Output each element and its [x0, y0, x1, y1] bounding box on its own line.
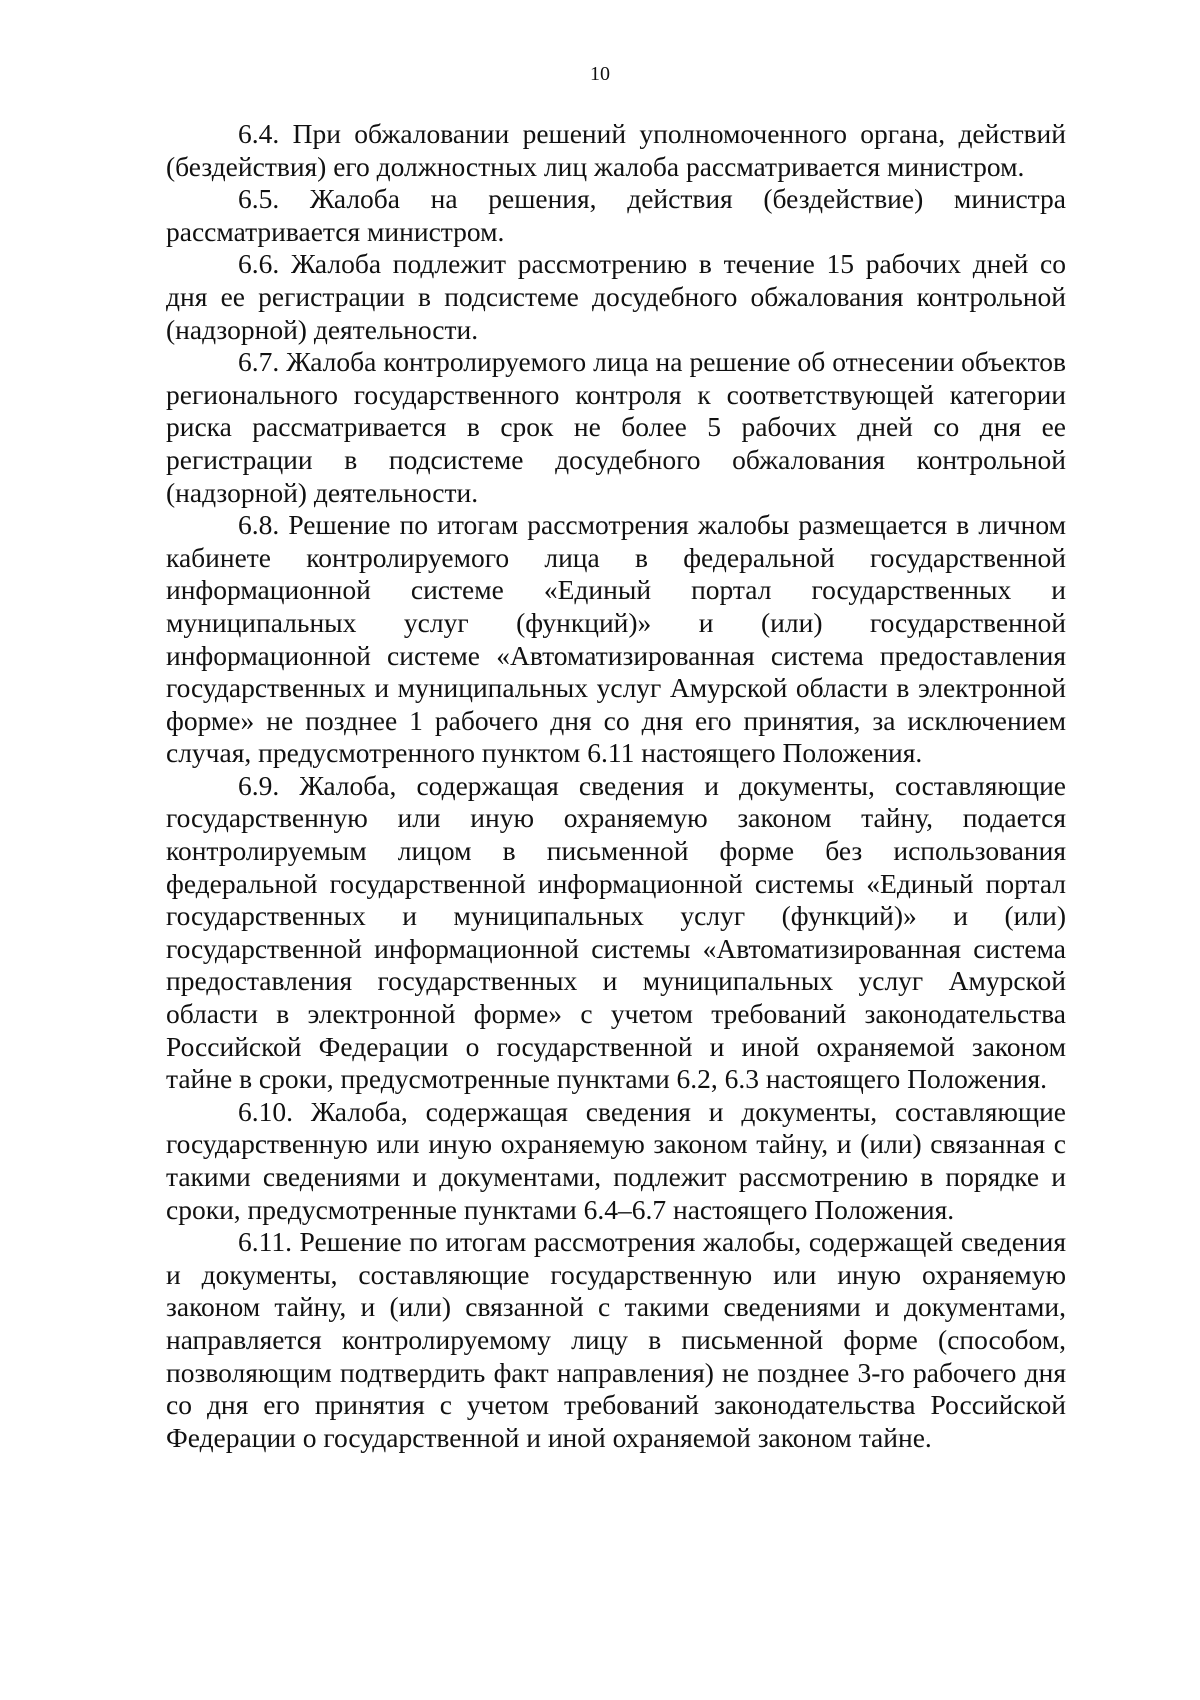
paragraph-6-10: 6.10. Жалоба, содержащая сведения и документы, составляющие государственную или иную охраняемую законом тайну, и (или) связанная с такими сведениями и документами, подлежит рассмотрению в порядке и сроки, предусмотренные пунктами 6.4–6.7 настоящего Положения. [166, 1095, 1066, 1225]
paragraph-6-7: 6.7. Жалоба контролируемого лица на решение об отнесении объектов регионального государственного контроля к соответствующей категории риска рассматривается в срок не более 5 рабочих дней со дня ее регистрации в подсистеме досудебного обжалования контрольной (надзорной) деятельности. [166, 346, 1066, 508]
paragraph-6-11: 6.11. Решение по итогам рассмотрения жалобы, содержащей сведения и документы, составляющие государственную или иную охраняемую законом тайну, и (или) связанной с такими сведениями и документами, направляется контролируемому лицу в письменной форме (способом, позволяющим подтвердить факт направления) не позднее 3-го рабочего дня со дня его принятия с учетом требований законодательства Российской Федерации о государственной и иной охраняемой законом тайне. [166, 1226, 1066, 1453]
page-number: 10 [590, 63, 610, 85]
paragraph-6-5: 6.5. Жалоба на решения, действия (бездействие) министра рассматривается министром. [166, 183, 1066, 247]
paragraph-6-6: 6.6. Жалоба подлежит рассмотрению в течение 15 рабочих дней со дня ее регистрации в подсистеме досудебного обжалования контрольной (надзорной) деятельности. [166, 248, 1066, 345]
paragraph-6-4: 6.4. При обжаловании решений уполномоченного органа, действий (бездействия) его должностных лиц жалоба рассматривается министром. [166, 118, 1066, 182]
paragraph-6-9: 6.9. Жалоба, содержащая сведения и документы, составляющие государственную или иную охраняемую законом тайну, подается контролируемым лицом в письменной форме без использования федеральной государственной информационной системы «Единый портал государственных и муниципальных услуг (функций)» и (или) государственной информационной системы «Автоматизированная система предоставления государственных и муниципальных услуг Амурской области в электронной форме» с учетом требований законодательства Российской Федерации о государственной и иной охраняемой законом тайне в сроки, предусмотренные пунктами 6.2, 6.3 настоящего Положения. [166, 769, 1066, 1095]
document-body [166, 118, 1066, 1454]
paragraph-6-8: 6.8. Решение по итогам рассмотрения жалобы размещается в личном кабинете контролируемого лица в федеральной государственной информационной системе «Единый портал государственных и муниципальных услуг (функций)» и (или) государственной информационной системе «Автоматизированная система предоставления государственных и муниципальных услуг Амурской области в электронной форме» не позднее 1 рабочего дня со дня его принятия, за исключением случая, предусмотренного пунктом 6.11 настоящего Положения. [166, 509, 1066, 769]
